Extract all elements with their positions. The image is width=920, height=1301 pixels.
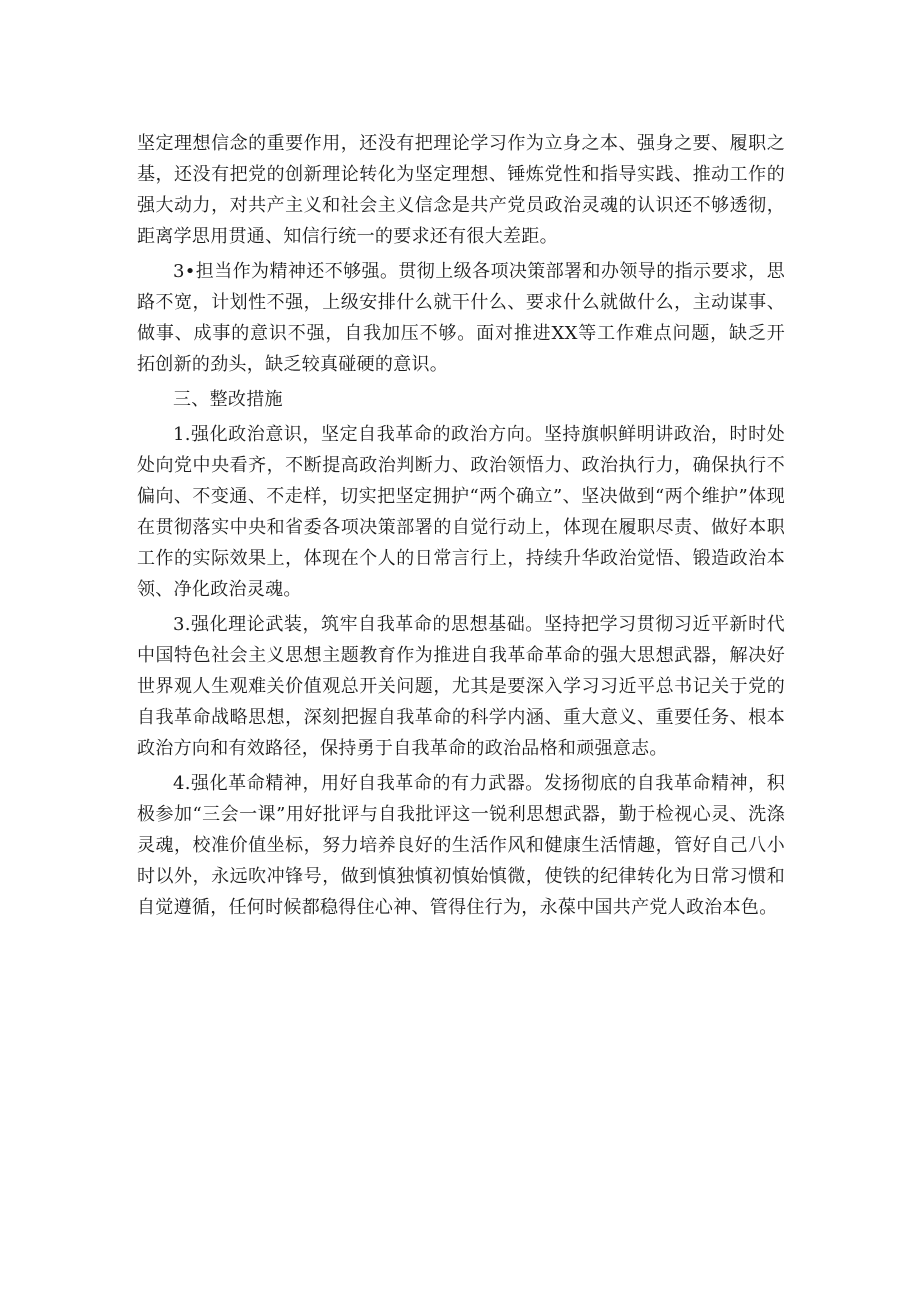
measure-3: 3.强化理论武装，筑牢自我革命的思想基础。坚持把学习贯彻习近平新时代中国特色社会主义思想主题教育作为推进自我革命革命的强大思想武器，解决好世界观人生观难关价值观总开关问题，尤其是要深入学习习近平总书记关于党的自我革命战略思想，深刻把握自我革命的科学内涵、重大意义、重要任务、根本政治方向和有效路径，保持勇于自我革命的政治品格和顽强意志。 — [137, 614, 785, 759]
measure-1: 1.强化政治意识，坚定自我革命的政治方向。坚持旗帜鲜明讲政治，时时处处向党中央看齐，不断提高政治判断力、政治领悟力、政治执行力，确保执行不偏向、不变通、不走样，切实把坚定拥护“两个确立”、坚决做到“两个维护”体现在贯彻落实中央和省委各项决策部署的自觉行动上，体现在履职尽责、做好本职工作的实际效果上，体现在个人的日常言行上，持续升华政治觉悟、锻造政治本领、净化政治灵魂。 — [137, 424, 785, 600]
paragraph-item-3: 3•担当作为精神还不够强。贯彻上级各项决策部署和办领导的指示要求，思路不宽，计划性不强，上级安排什么就干什么、要求什么就做什么，主动谋事、做事、成事的意识不强，自我加压不够。面对推进XX等工作难点问题，缺乏开拓创新的劲头，缺乏较真碰硬的意识。 — [137, 261, 785, 375]
paragraph-continued: 坚定理想信念的重要作用，还没有把理论学习作为立身之本、强身之要、履职之基，还没有把党的创新理论转化为坚定理想、锤炼党性和指导实践、推动工作的强大动力，对共产主义和社会主义信念是共产党员政治灵魂的认识还不够透彻，距离学思用贯通、知信行统一的要求还有很大差距。 — [137, 133, 785, 247]
document-body — [137, 128, 785, 927]
section-heading: 三、整改措施 — [173, 389, 283, 410]
measure-4: 4.强化革命精神，用好自我革命的有力武器。发扬彻底的自我革命精神，积极参加“三会一课”用好批评与自我批评这一锐利思想武器，勤于检视心灵、洗涤灵魂，校准价值坐标，努力培养良好的生活作风和健康生活情趣，管好自己八小时以外，永远吹冲锋号，做到慎独慎初慎始慎微，使铁的纪律转化为日常习惯和自觉遵循，任何时候都稳得住心神、管得住行为，永葆中国共产党人政治本色。 — [137, 773, 785, 918]
